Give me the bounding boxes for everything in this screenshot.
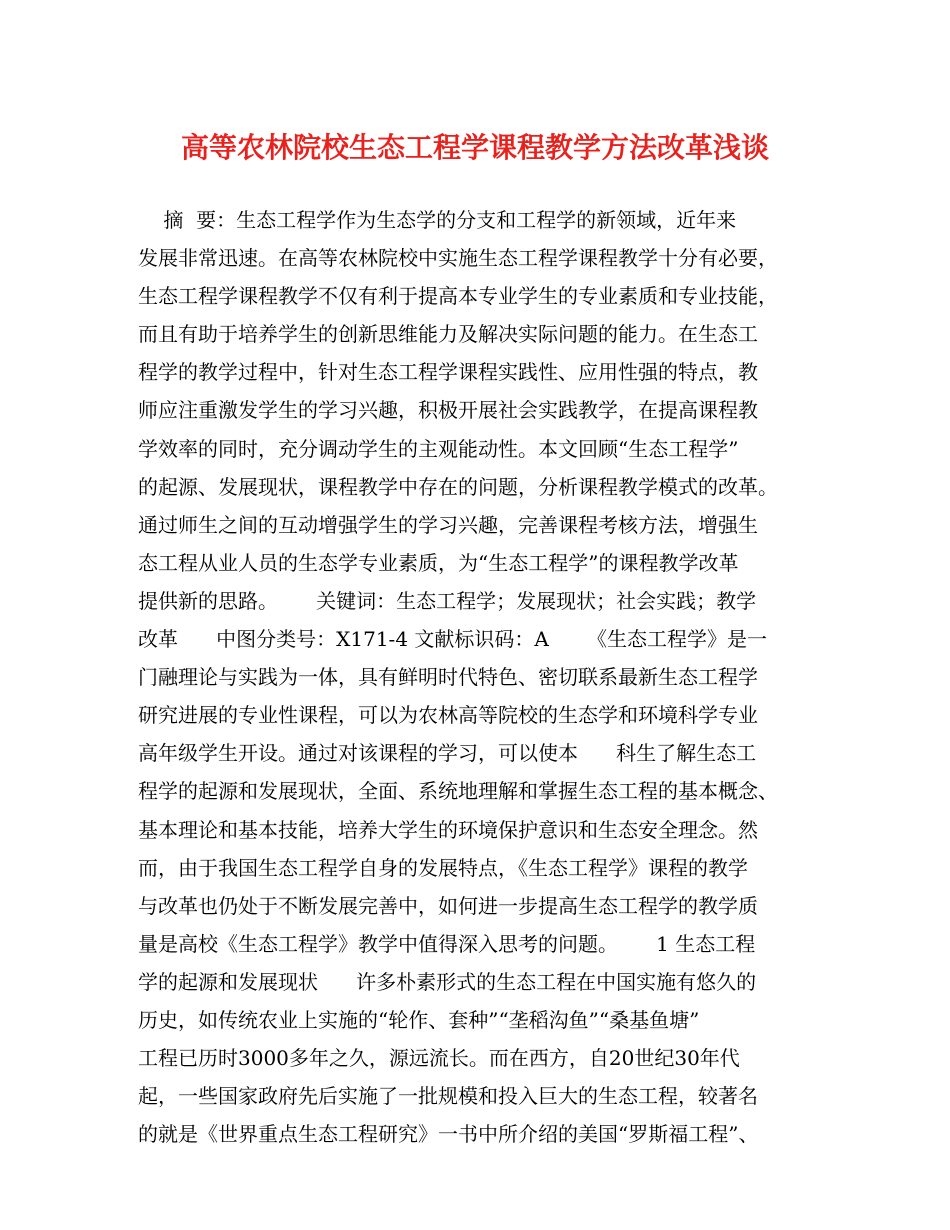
body-line: 通过师生之间的互动增强学生的学习兴趣，完善课程考核方法，增强生 xyxy=(138,512,758,537)
body-line: 高年级学生开设。通过对该课程的学习，可以使本 科生了解生态工 xyxy=(138,741,757,766)
body-line: 学效率的同时，充分调动学生的主观能动性。本文回顾“生态工程学” xyxy=(138,436,739,461)
body-line: 程学的教学过程中，针对生态工程学课程实践性、应用性强的特点，教 xyxy=(138,360,758,385)
body-line: 程学的起源和发展现状，全面、系统地理解和掌握生态工程的基本概念、 xyxy=(138,779,778,804)
body-line: 的就是《世界重点生态工程研究》一书中所介绍的美国“罗斯福工程”、 xyxy=(138,1122,759,1147)
body-line: 摘 要：生态工程学作为生态学的分支和工程学的新领域，近年来 xyxy=(138,208,737,232)
body-line: 的起源、发展现状，课程教学中存在的问题，分析课程教学模式的改革。 xyxy=(138,474,778,499)
body-line: 发展非常迅速。在高等农林院校中实施生态工程学课程教学十分有必要， xyxy=(138,246,778,271)
body-line: 师应注重激发学生的学习兴趣，积极开展社会实践教学，在提高课程教 xyxy=(138,398,758,423)
body-line: 生态工程学课程教学不仅有利于提高本专业学生的专业素质和专业技能， xyxy=(138,284,778,309)
body-line: 基本理论和基本技能，培养大学生的环境保护意识和生态安全理念。然 xyxy=(138,817,758,842)
body-line: 而，由于我国生态工程学自身的发展特点，《生态工程学》课程的教学 xyxy=(138,855,748,880)
body-line: 量是高校《生态工程学》教学中值得深入思考的问题。 1 生态工程 xyxy=(138,931,756,956)
body-line: 与改革也仍处于不断发展完善中，如何进一步提高生态工程学的教学质 xyxy=(138,893,758,918)
body-line: 而且有助于培养学生的创新思维能力及解决实际问题的能力。在生态工 xyxy=(138,322,758,347)
body-line: 提供新的思路。 关键词：生态工程学；发展现状；社会实践；教学 xyxy=(138,588,757,613)
body-line: 态工程从业人员的生态学专业素质，为“生态工程学”的课程教学改革 xyxy=(138,550,739,575)
body-line: 历史，如传统农业上实施的“轮作、套种”“垄稻沟鱼”“桑基鱼塘” xyxy=(138,1007,700,1032)
body-line: 起，一些国家政府先后实施了一批规模和投入巨大的生态工程，较著名 xyxy=(138,1084,758,1109)
document-title: 高等农林院校生态工程学课程教学方法改革浅谈 xyxy=(180,131,769,164)
body-line: 门融理论与实践为一体，具有鲜明时代特色、密切联系最新生态工程学 xyxy=(138,665,758,690)
body-line: 研究进展的专业性课程，可以为农林高等院校的生态学和环境科学专业 xyxy=(138,703,758,728)
body-line: 学的起源和发展现状 许多朴素形式的生态工程在中国实施有悠久的 xyxy=(138,969,757,994)
body-line: 工程已历时3000多年之久，源远流长。而在西方，自20世纪30年代 xyxy=(138,1046,740,1071)
body-line: 改革 中图分类号：X171-4 文献标识码：A 《生态工程学》是一 xyxy=(138,627,767,652)
document-body xyxy=(138,201,828,1153)
